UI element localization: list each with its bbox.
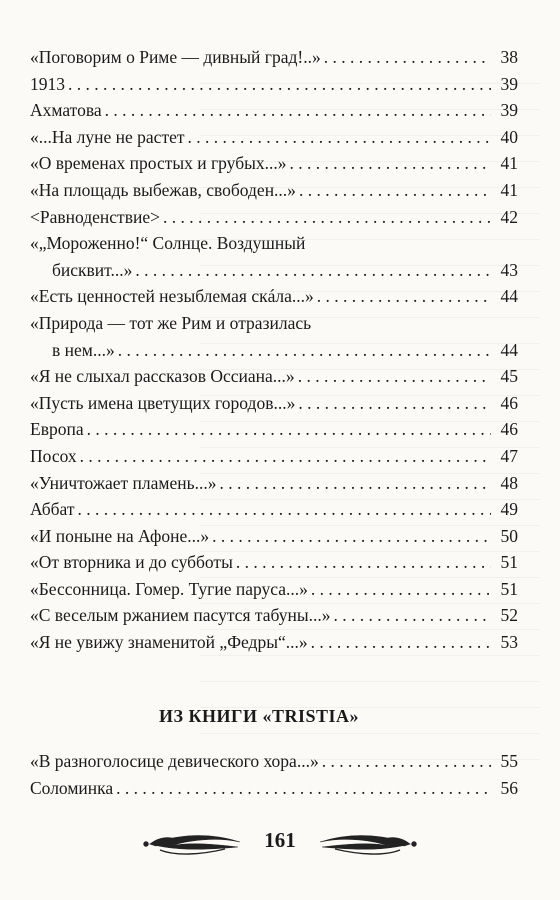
toc-entry (30, 443, 518, 470)
dot-leader (299, 177, 491, 204)
toc-entry-page: 56 (500, 777, 518, 798)
dot-leader (105, 97, 491, 124)
dot-leader (311, 629, 491, 656)
section-heading: ИЗ КНИГИ «TRISTIA» (158, 706, 360, 726)
toc-entry-page: 55 (500, 751, 518, 771)
toc-entry-title: Европа (30, 419, 84, 440)
toc-entry-page: 51 (500, 578, 518, 599)
toc-entry-title: «Есть ценностей незыблемая скáла...» (30, 286, 314, 307)
toc-entry-title: «Я не слыхал рассказов Оссиана...» (30, 366, 295, 387)
toc-entry-page: 41 (500, 179, 518, 200)
toc-entry (30, 230, 518, 257)
toc-entry-title: Соломинка (30, 777, 114, 798)
toc-entry-title: 1913 (30, 73, 65, 94)
toc-entry (30, 310, 518, 337)
toc-entry (30, 204, 518, 231)
dot-leader (298, 363, 491, 390)
toc-entry-page: 38 (500, 47, 518, 67)
dot-leader (78, 496, 491, 523)
toc-entry (30, 629, 518, 656)
toc-entry-page: 50 (500, 525, 518, 546)
dot-leader (219, 470, 491, 497)
dot-leader (116, 775, 491, 802)
toc-entry (30, 576, 518, 603)
toc-entry-page: 39 (500, 100, 518, 121)
toc-entry-page: 48 (500, 472, 518, 493)
toc-entry-title: «От вторника и до субботы (30, 552, 233, 573)
toc-entry (30, 390, 518, 417)
dot-leader (311, 576, 491, 603)
toc-entry-title: бисквит...» (52, 259, 133, 280)
toc-entry-page: 40 (500, 126, 518, 147)
toc-entry-page: 51 (500, 552, 518, 573)
toc-entry (30, 748, 518, 775)
toc-entry-page: 45 (500, 366, 518, 387)
toc-entry-page: 46 (500, 419, 518, 440)
toc-entry (30, 496, 518, 523)
dot-leader (80, 443, 491, 470)
toc-entry (30, 124, 518, 151)
dot-leader (289, 150, 491, 177)
dot-leader (87, 416, 491, 443)
dot-leader (334, 602, 492, 629)
toc-entry-page: 44 (500, 286, 518, 307)
dot-leader (163, 204, 491, 231)
dot-leader (236, 549, 491, 576)
dot-leader (212, 523, 491, 550)
toc-entry-page: 52 (500, 605, 518, 626)
toc-entry-title: «Уничтожает пламень...» (30, 472, 217, 493)
toc-entry (30, 257, 518, 284)
toc-entry (30, 150, 518, 177)
dot-leader (322, 748, 491, 775)
toc-entry-title: «Я не увижу знаменитой „Федры“...» (30, 632, 308, 653)
table-of-contents-section-2 (30, 748, 518, 801)
toc-entry-title: Ахматова (30, 100, 102, 121)
toc-entry (30, 523, 518, 550)
toc-entry-page: 46 (500, 392, 518, 413)
toc-entry (30, 602, 518, 629)
dot-leader (188, 124, 491, 151)
toc-entry-title: «...На луне не растет (30, 126, 185, 147)
toc-entry-title: «С веселым ржанием пасутся табуны...» (30, 605, 331, 626)
toc-entry (30, 44, 518, 71)
page-number: 161 (264, 828, 296, 852)
toc-entry-page: 43 (500, 259, 518, 280)
toc-entry-title: «„Мороженно!“ Солнце. Воздушный (30, 233, 306, 254)
toc-entry (30, 71, 518, 98)
dot-leader (324, 44, 491, 71)
toc-entry-title: «Бессонница. Гомер. Тугие паруса...» (30, 578, 308, 599)
toc-entry-page: 42 (500, 206, 518, 227)
table-of-contents (30, 44, 518, 656)
toc-entry (30, 337, 518, 364)
toc-entry-title: «Поговорим о Риме — дивный град!..» (30, 47, 321, 67)
dot-leader (68, 71, 491, 98)
toc-entry (30, 363, 518, 390)
toc-entry-page: 47 (500, 445, 518, 466)
toc-entry-title: Посох (30, 445, 77, 466)
toc-entry (30, 283, 518, 310)
toc-entry-title: «Природа — тот же Рим и отразилась (30, 312, 312, 333)
dot-leader (298, 390, 491, 417)
dot-leader (317, 283, 491, 310)
dot-leader (118, 337, 491, 364)
page-footer (0, 822, 560, 862)
toc-entry-page: 44 (500, 339, 518, 360)
toc-entry (30, 549, 518, 576)
toc-entry-title: «На площадь выбежав, свободен...» (30, 179, 296, 200)
dot-leader (135, 257, 491, 284)
toc-entry (30, 97, 518, 124)
toc-entry (30, 416, 518, 443)
toc-entry-page: 41 (500, 153, 518, 174)
toc-entry-title: «И поныне на Афоне...» (30, 525, 210, 546)
toc-entry-title: в нем...» (52, 339, 115, 360)
toc-entry (30, 775, 518, 802)
toc-entry-title: Аббат (30, 499, 75, 520)
toc-entry (30, 470, 518, 497)
toc-entry-page: 53 (500, 632, 518, 653)
toc-entry-page: 49 (500, 499, 518, 520)
toc-entry-title: <Равноденствие> (30, 206, 160, 227)
toc-entry-title: «О временах простых и грубых...» (30, 153, 287, 174)
toc-entry-title: «В разноголосице девического хора...» (30, 751, 319, 771)
toc-entry-page: 39 (500, 73, 518, 94)
toc-entry-title: «Пусть имена цветущих городов...» (30, 392, 296, 413)
toc-entry (30, 177, 518, 204)
